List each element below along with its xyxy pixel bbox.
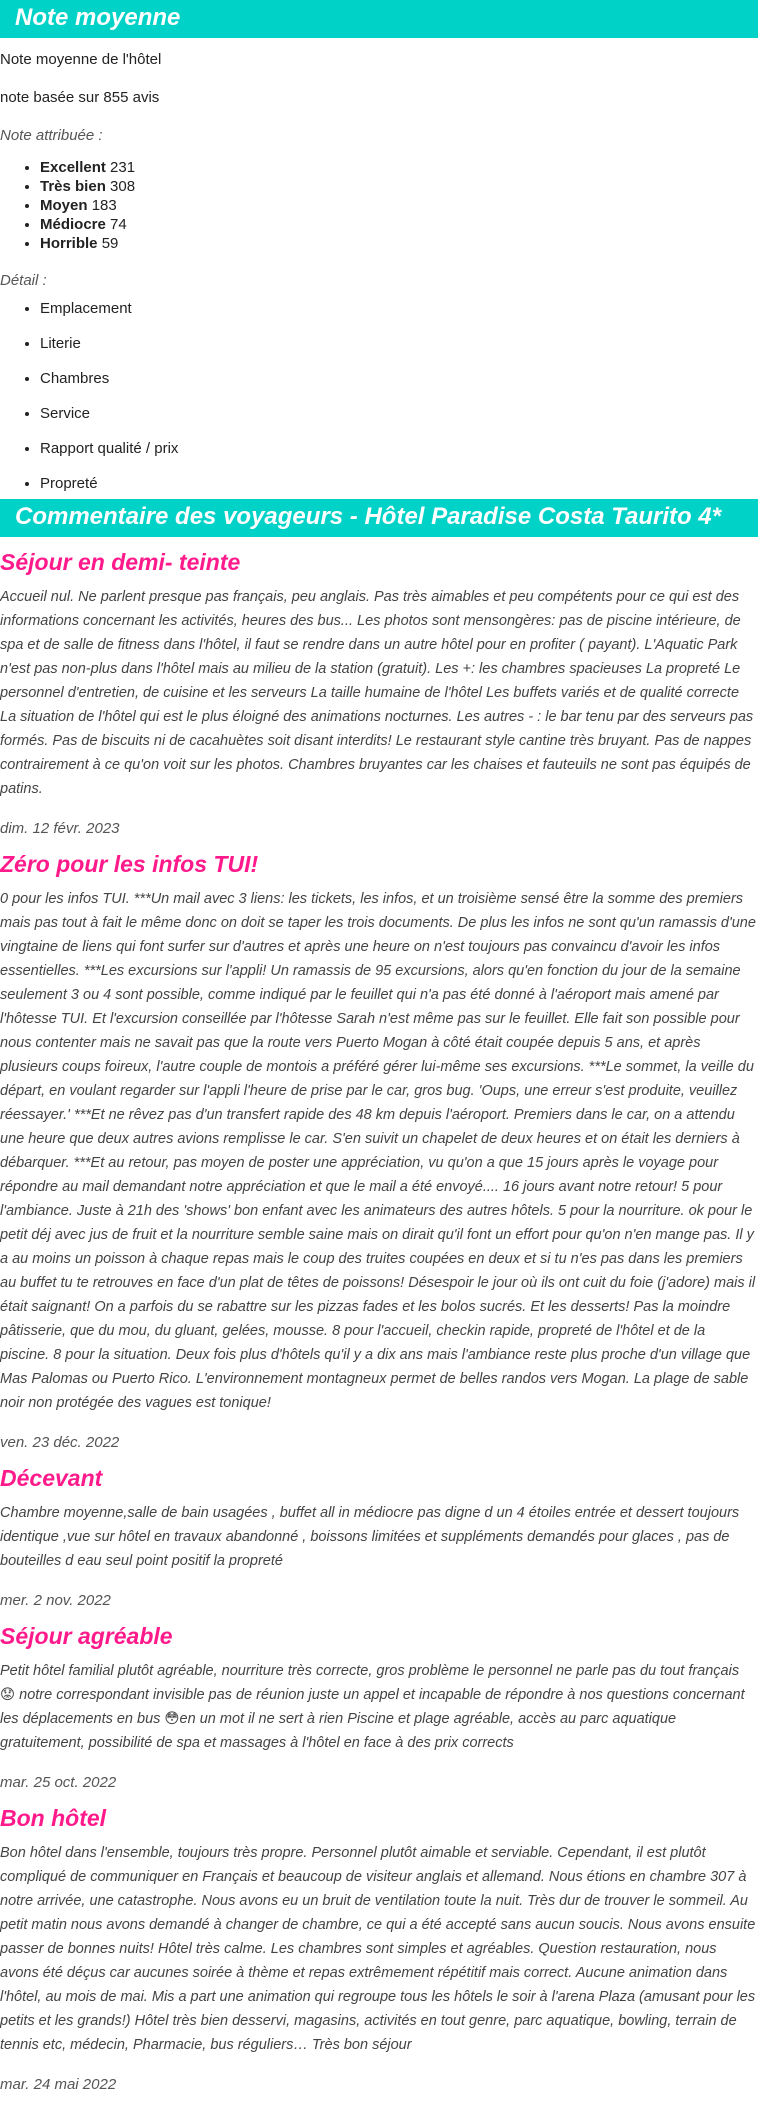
- review-date: ven. 23 déc. 2022: [0, 1434, 120, 1451]
- rating-item-tres-bien: • Très bien 308: [40, 177, 758, 196]
- review-item: [0, 1463, 758, 1611]
- review-body: Bon hôtel dans l'ensemble, toujours très propre. Personnel plutôt aimable et serviable. Cependant, il est plutôt compliqué de communiquer en Français et beaucoup de visiteur anglais et allemand. Nous étions en chambre 307 à notre arrivée, une catastrophe. Nous avons eu un bruit de ventilation toute la nuit. Très dur de trouver le sommeil. Au petit matin nous avons demandé à changer de chambre, ce qui a été accepté sans aucun soucis. Nous avons ensuite passer de bonnes nuits! Hôtel très calme. Les chambres sont simples et agréables. Question restauration, nous avons été déçus car aucunes soirée à thème et repas extrêmement répétitif mais correct. Aucune animation dans l'hôtel, au mois de mai. Mis a part une animation qui regroupe tous les hôtels le soir à l'arena Plaza (amusant pour les petits et les grands!) Hôtel très bien desservi, magasins, activités en tout genre, parc aquatique, bowling, terrain de tennis etc, médecin, Pharmacie, bus réguliers… Très bon séjour: [0, 1845, 756, 2053]
- detail-item-service: • Service: [40, 404, 758, 424]
- rating-item-mediocre: • Médiocre 74: [40, 215, 758, 234]
- review-date: mar. 25 oct. 2022: [0, 1774, 117, 1791]
- review-title: Décevant: [0, 1465, 103, 1491]
- detail-item-rapport-qualite-prix: • Rapport qualité / prix: [40, 439, 758, 459]
- review-date: mar. 24 mai 2022: [0, 2076, 117, 2093]
- review-item: [0, 1621, 758, 1793]
- review-date: dim. 12 févr. 2023: [0, 820, 120, 837]
- review-title: Séjour agréable: [0, 1623, 173, 1649]
- comments-section-header: Commentaire des voyageurs - Hôtel Paradise Costa Taurito 4*: [0, 499, 758, 537]
- review-date: mer. 2 nov. 2022: [0, 1592, 111, 1609]
- detail-item-chambres: • Chambres: [40, 369, 758, 389]
- review-title: Zéro pour les infos TUI!: [0, 851, 259, 877]
- rating-item-excellent: • Excellent 231: [40, 158, 758, 177]
- detail-label: Détail :: [0, 272, 47, 289]
- detail-item-literie: • Literie: [40, 334, 758, 354]
- rating-item-moyen: • Moyen 183: [40, 196, 758, 215]
- hotel-note-title: Note moyenne de l'hôtel: [0, 51, 162, 68]
- detail-item-emplacement: • Emplacement: [40, 299, 758, 319]
- review-item: [0, 849, 758, 1453]
- review-count: note basée sur 855 avis: [0, 89, 160, 106]
- review-title: Bon hôtel: [0, 1805, 107, 1831]
- rating-item-horrible: • Horrible 59: [40, 234, 758, 253]
- review-title: Séjour en demi- teinte: [0, 549, 241, 575]
- review-item: [0, 547, 758, 839]
- review-body: 0 pour les infos TUI. ***Un mail avec 3 liens: les tickets, les infos, et un troisième sensé être la somme des premiers mais pas tout à fait le même donc on doit se taper les trois documents. De plus les infos ne sont qu'un ramassis d'une vingtaine de liens qui font surfer sur d'autres et après une heure on n'est toujours pas convaincu d'avoir les infos essentielles. ***Les excursions sur l'appli! Un ramassis de 95 excursions, alors qu'en fonction du jour de la semaine seulement 3 ou 4 sont possible, comme indiqué par le feuillet qui n'a pas été donné à l'aéroport mais amené par l'hôtesse TUI. Et l'excursion conseillée par l'hôtesse Sarah n'est même pas sur le feuillet. Elle fait son possible pour nous contenter mais ne savait pas que la route vers Puerto Mogan à côté était coupée depuis 5 ans, et après plusieurs coups foireux, l'autre couple de montois a préféré gérer lui-même ses excursions. ***Le sommet, la veille du départ, en voulant regarder sur l'appli l'heure de prise par le car, gros bug. 'Oups, une erreur s'est produite, veuillez réessayer.' ***Et ne rêvez pas d'un transfert rapide des 48 km depuis l'aéroport. Premiers dans le car, on a attendu une heure que deux autres avions remplisse le car. S'en suivit un chapelet de deux heures et on était les derniers à débarquer. ***Et au retour, pas moyen de poster une appréciation, vu qu'on a que 15 jours après le voyage pour répondre au mail demandant notre appréciation et que le mail a été envoyé.... 16 jours avant notre retour! 5 pour l'ambiance. Juste à 21h des 'shows' bon enfant avec les animateurs des autres hôtels. 5 pour la nourriture. ok pour le petit déj avec jus de fruit et la nourriture semble saine mais on dirait qu'il font un effort pour qu'on n'en mange pas. Il y a au moins un poisson à chaque repas mais le coup des truites coupées en deux et si tu n'es pas dans les premiers au buffet tu te retrouves en face d'un plat de têtes de poissons! Désespoir le jour où ils ont cuit du foie (j'adore) mais il était saignant! On a parfois du se rabattre sur les pizzas fades et les bolos sucrés. Et les desserts! Pas la moindre pâtisserie, que du mou, du gluant, gelées, mousse. 8 pour l'accueil, checkin rapide, propreté de l'hôtel et de la piscine. 8 pour la situation. Deux fois plus d'hôtels qu'il y a dix ans mais l'ambiance reste plus proche d'un village que Mas Palomas ou Puerto Rico. L'environnement montagneux permet de belles randos vers Mogan. La plage de sable noir non protégée des vagues est tonique!: [0, 891, 756, 1411]
- note-section-header: Note moyenne: [0, 0, 758, 38]
- detail-item-proprete: • Propreté: [40, 474, 758, 494]
- review-body: Chambre moyenne,salle de bain usagées , buffet all in médiocre pas digne d un 4 étoiles entrée et dessert toujours identique ,vue sur hôtel en travaux abandonné , boissons limitées et suppléments demandés pour glaces , pas de bouteilles d eau seul point positif la propreté: [0, 1505, 740, 1569]
- ratings-label: Note attribuée :: [0, 127, 103, 144]
- review-body: Accueil nul. Ne parlent presque pas français, peu anglais. Pas très aimables et peu compétents pour ce qui est des informations concernant les activités, heures des bus... Les photos sont mensongères: pas de piscine intérieure, de spa et de salle de fitness dans l'hôtel, il faut se rendre dans un autre hôtel pour en profiter ( payant). L'Aquatic Park n'est pas non-plus dans l'hôtel mais au milieu de la station (gratuit). Les +: les chambres spacieuses La propreté Le personnel d'entretien, de cuisine et les serveurs La taille humaine de l'hôtel Les buffets variés et de qualité correcte La situation de l'hôtel qui est le plus éloigné des animations nocturnes. Les autres - : le bar tenu par des serveurs pas formés. Pas de biscuits ni de cacahuètes soit disant interdits! Le restaurant style cantine très bruyant. Pas de nappes contrairement à ce qu'on voit sur les photos. Chambres bruyantes car les chaises et fauteuils ne sont pas équipés de patins.: [0, 589, 754, 797]
- review-body: Petit hôtel familial plutôt agréable, nourriture très correcte, gros problème le personnel ne parle pas du tout français 😟 notre correspondant invisible pas de réunion juste un appel et incapable de répondre à nos questions concernant les déplacements en bus 😳en un mot il ne sert à rien Piscine et plage agréable, accès au parc aquatique gratuitement, possibilité de spa et massages à l'hôtel en face à des prix corrects: [0, 1663, 745, 1751]
- ratings-list: [0, 158, 758, 253]
- review-item: [0, 1803, 758, 2095]
- details-list: [0, 299, 758, 494]
